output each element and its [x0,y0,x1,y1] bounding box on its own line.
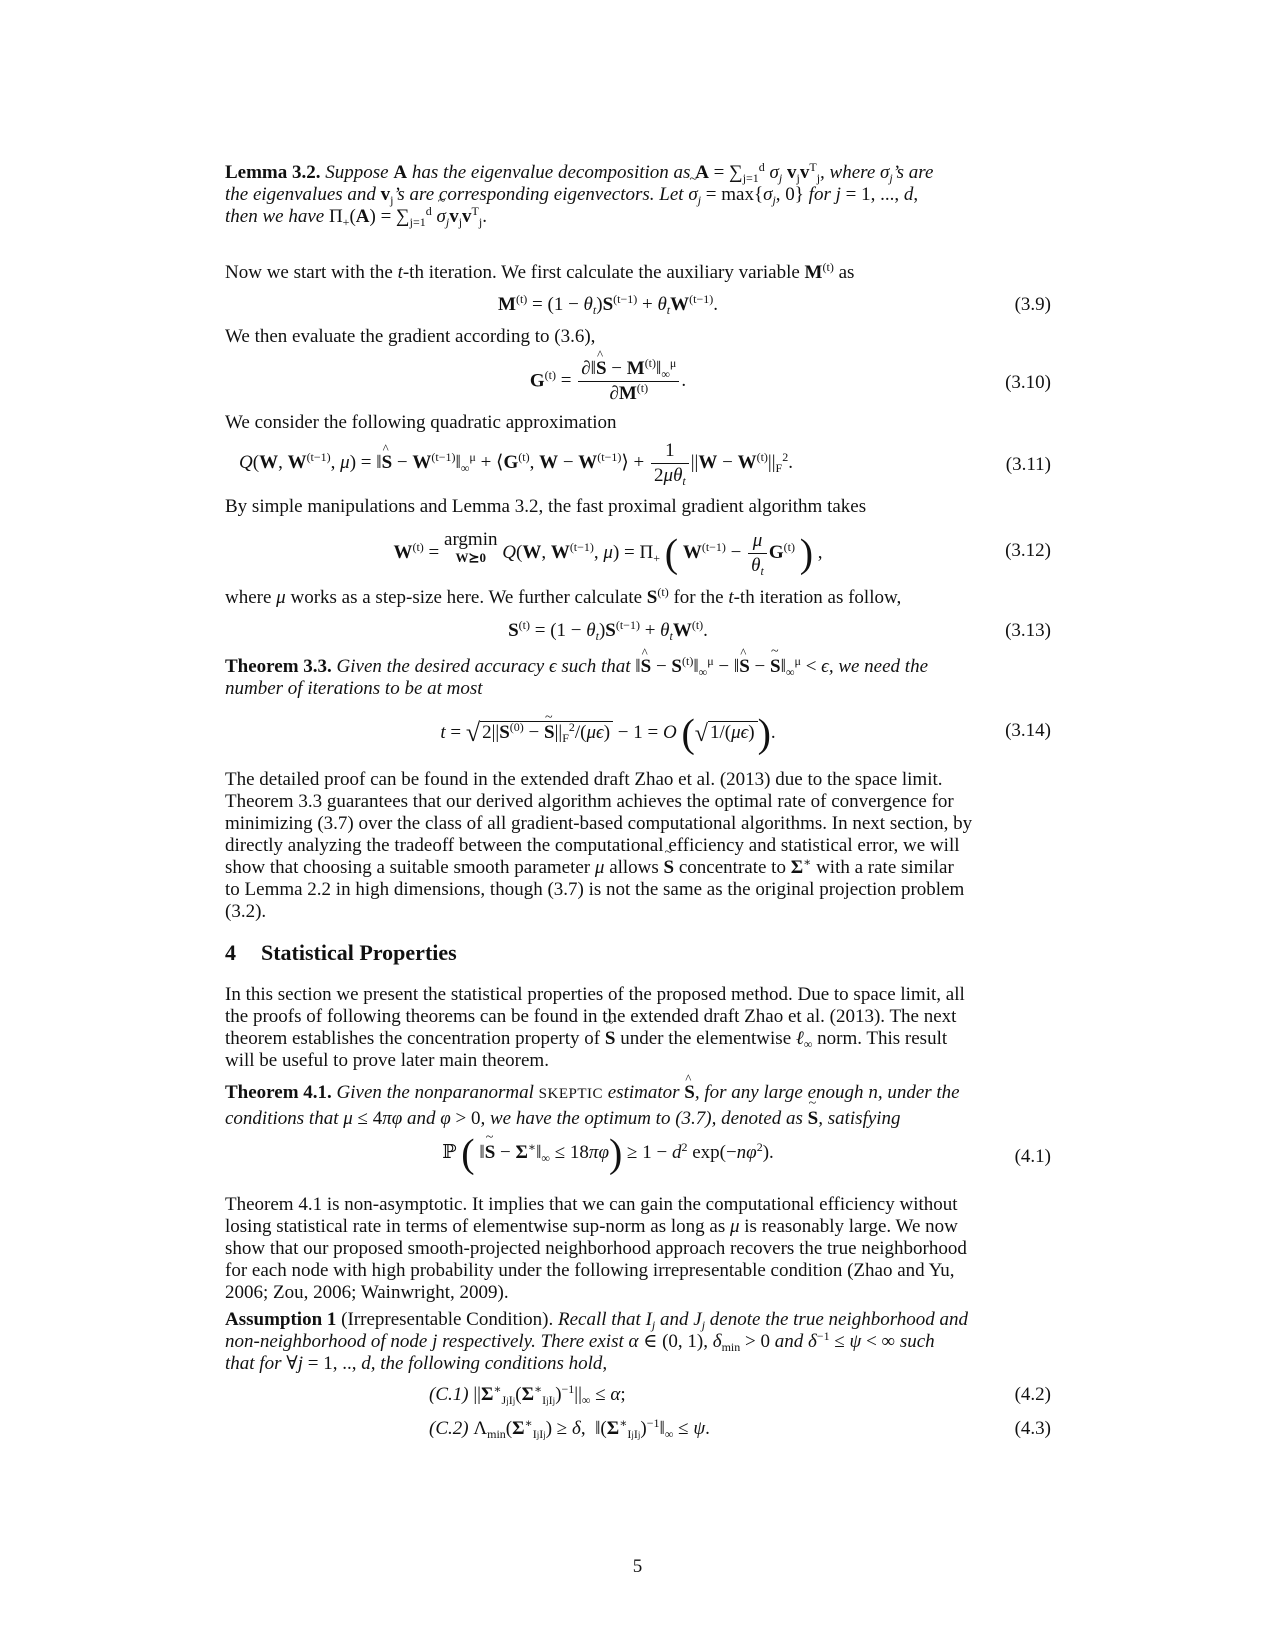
theorem-4-1: Theorem 4.1. Given the nonparanormal SKEPTIC estimator ^ S, for any large enough n, under the conditions that μ ≤ 4πφ and φ > 0, we have the optimum to (3.7), denoted as ~ S, satisfying [225,1082,1051,1130]
equation-number: (4.1) [1014,1146,1051,1167]
equation-4-3: (C.2) $\Lambda_{min}(\Sigma^∗_{IjIj}) \ge \delta$, $‖(\Sigma^∗_{IjIj})^{-1}‖_\infty \le \psi$. (4.3) [429,1416,1051,1441]
equation-3-14: t = √ $2||S^{(0)}$ − ~ $S||_F^2/(\mu\epsilon) - 1 = O$ (√ 1/(μϵ)). (3.14) [225,714,1051,754]
lemma-3-2: Lemma 3.2. Suppose A has the eigenvalue decomposition as $A = \sum_{j=1}^d$ $\sigma_j$ $v_jv^T_j$, where $\sigma_j’s$ are the eigenvalues and $v_j’s$ are corresponding eigenvectors. Let ~ $\sigma_j = \max\{\sigma_j$, 0} for j = 1, ..., d, then we have $\Pi_+(A) = \sum_{j=1}^d$ ~ $\sigma_jv_jv^T_j$. [225,162,1051,228]
paragraph-nonasymptotic: Theorem 4.1 is non-asymptotic. It implies that we can gain the computational efficiency without losing statistical rate in terms of elementwise sup-norm as long as μ is reasonably large. We now show that our proposed smooth-projected neighborhood approach recovers the true neighborhood for each node with high probability under the following irrepresentable condition (Zhao and Yu, 2006; Zou, 2006; Wainwright, 2009). [225,1194,967,1304]
equation-number: (3.14) [1005,720,1051,741]
assumption-label: Assumption 1 [225,1309,337,1330]
assumption-1: Assumption 1 (Irrepresentable Condition). Recall that $I_j$ and $J_j$ denote the true neighborhood and non-neighborhood of node j respectively. There exist α ∈ (0, 1), $\delta_{min} > 0$ and $\delta^{-1} \le \psi$ < ∞ such that for ∀j = 1, .., d, the following conditions hold, [225,1309,969,1375]
equation-number: (3.10) [1005,372,1051,393]
equation-number: (3.9) [1014,294,1051,315]
equation-4-1: ℙ ( ‖~ $S - \Sigma^∗‖_\infty \le 18\pi\varphi) \ge 1 - d^2$ $\exp(-n\varphi^2)$. (4.1) [225,1142,1051,1178]
equation-3-11: Q(W, $W^{(t-1)}$, μ) = ‖^ $S - W^{(t-1)}‖_\infty^\mu$ + $⟨G^{(t)}$, $W - W^{(t-1)}⟩$ + $\frac{1}{2\mu\theta_t}$ $||W - W^{(t)}||_F^2$. (3.11) [225,440,1051,490]
theorem-label: Theorem 3.3. [225,656,332,677]
equation-number: (3.13) [1005,620,1051,641]
paragraph-gradient: We then evaluate the gradient according to (3.6), [225,326,596,347]
equation-3-13: $S^{(t)} = (1 - \theta_t)S^{(t-1)} + \theta_tW^{(t)}$. (3.13) [508,618,1051,643]
equation-number: (4.3) [1014,1418,1051,1439]
equation-3-12: $W^{(t)} = argmin$ W⪰0 Q(W, $W^{(t-1)}$, $\mu) = \Pi_+$ ( $W^{(t-1)}$ − $\frac{\mu}{\theta_t}$ $G^{(t)}$ ) , (3.12) [393,529,1051,579]
lemma-label: Lemma 3.2. [225,162,321,183]
page-number: 5 [632,1556,643,1577]
paragraph-manipulations: By simple manipulations and Lemma 3.2, the fast proximal gradient algorithm takes [225,496,867,517]
paragraph-quadratic: We consider the following quadratic approximation [225,412,617,433]
equation-3-10: $G^{(t)}$ = $\frac{\partial‖\^{} S - M^{(t)}‖_\infty^\mu}{\partial M^{(t)}}$ . (3.10) [225,358,1051,408]
equation-4-2: (C.1) $||\Sigma^∗_{JjIj}(\Sigma^∗_{IjIj})^{-1}||_\infty \le \alpha$; (4.2) [429,1382,1051,1407]
equation-number: (4.2) [1014,1384,1051,1405]
theorem-3-3: Theorem 3.3. Given the desired accuracy ϵ such that ‖^ $S - S^{(t)}‖_\infty^\mu$ − ‖^ S − ~ $S‖_\infty^\mu < \epsilon$, we need the number of iterations to be at most [225,656,1051,700]
equation-number: (3.12) [1005,540,1051,561]
paragraph-step-size: where μ works as a step-size here. We further calculate $S^{(t)}$ for the t-th iteration as follow, [225,585,902,608]
theorem-label: Theorem 4.1. [225,1082,332,1103]
section-heading: 4 Statistical Properties [225,940,457,965]
paragraph-section4-intro: In this section we present the statistical properties of the proposed method. Due to space limit, all the proofs of following theorems can be found in the extended draft Zhao et al. (2013). The next theorem establishes the concentration property of ~ S under the elementwise ℓ$_\infty$ norm. This result will be useful to prove later main theorem. [225,984,1051,1072]
paragraph-iteration: Now we start with the t-th iteration. We first calculate the auxiliary variable $M^{(t)}$ as [225,260,855,283]
equation-number: (3.11) [1005,454,1051,475]
paragraph-proof: The detailed proof can be found in the extended draft Zhao et al. (2013) due to the space limit. Theorem 3.3 guarantees that our derived algorithm achieves the optimal rate of convergence for minimizing (3.7) over the class of all gradient-based computational algorithms. In next section, by directly analyzing the tradeoff between the computational efficiency and statistical error, we will show that choosing a suitable smooth parameter μ allows ~ S concentrate to Σ∗ with a rate similar to Lemma 2.2 in high dimensions, though (3.7) is not the same as the original projection problem (3.2). [225,769,1051,923]
equation-3-9: $M^{(t)} = (1 - \theta_t)S^{(t-1)} + \theta_tW^{(t-1)}$. (3.9) [498,292,1051,317]
